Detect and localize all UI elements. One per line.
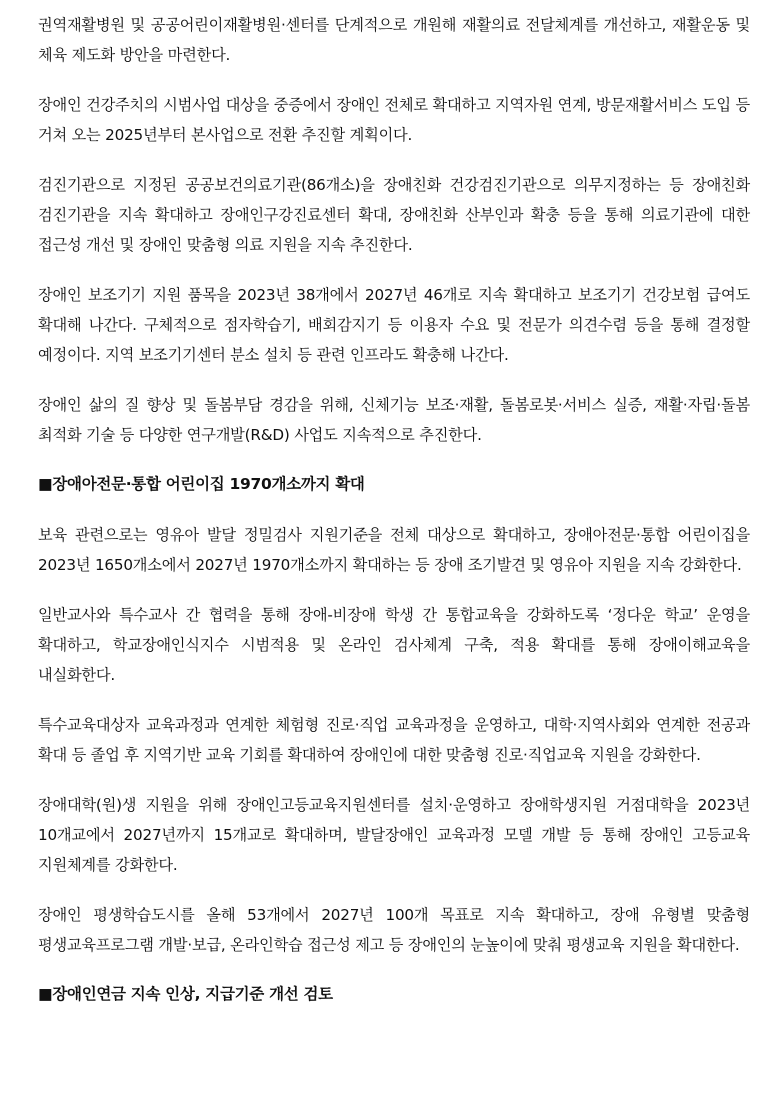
paragraph-rnd: 장애인 삶의 질 향상 및 돌봄부담 경감을 위해, 신체기능 보조·재활, 돌봄로봇·서비스 실증, 재활·자립·돌봄 최적화 기술 등 다양한 연구개발(R&D) 사업도 지속적으로 추진한다. (38, 396, 750, 444)
paragraph-childcare: 보육 관련으로는 영유아 발달 정밀검사 지원기준을 전체 대상으로 확대하고, 장애아전문·통합 어린이집을 2023년 1650개소에서 2027년 1970개소까지 확대하는 등 장애 조기발견 및 영유아 지원을 지속 강화한다. (38, 526, 750, 574)
section-heading-daycare: ■장애아전문·통합 어린이집 1970개소까지 확대 (38, 475, 365, 493)
paragraph-checkup-institutions: 검진기관으로 지정된 공공보건의료기관(86개소)을 장애친화 건강검진기관으로 의무지정하는 등 장애친화 검진기관을 지속 확대하고 장애인구강진료센터 확대, 장애친화 산부인과 확충 등을 통해 의료기관에 대한 접근성 개선 및 장애인 맞춤형 의료 지원을 지속 추진한다. (38, 176, 750, 254)
paragraph-health-doctor: 장애인 건강주치의 시범사업 대상을 중증에서 장애인 전체로 확대하고 지역자원 연계, 방문재활서비스 도입 등 거쳐 오는 2025년부터 본사업으로 전환 추진할 계획이다. (38, 96, 750, 144)
paragraph-assistive-devices: 장애인 보조기기 지원 품목을 2023년 38개에서 2027년 46개로 지속 확대하고 보조기기 건강보험 급여도 확대해 나간다. 구체적으로 점자학습기, 배회감지기 등 이용자 수요 및 전문가 의견수렴 등을 통해 결정할 예정이다. 지역 보조기기센터 분소 설치 등 관련 인프라도 확충해 나간다. (38, 286, 750, 364)
paragraph-rehab-hospitals: 권역재활병원 및 공공어린이재활병원·센터를 단계적으로 개원해 재활의료 전달체계를 개선하고, 재활운동 및 체육 제도화 방안을 마련한다. (38, 16, 750, 64)
paragraph-integrated-education: 일반교사와 특수교사 간 협력을 통해 장애-비장애 학생 간 통합교육을 강화하도록 ‘정다운 학교’ 운영을 확대하고, 학교장애인식지수 시범적용 및 온라인 검사체계 구축, 적용 확대를 통해 장애이해교육을 내실화한다. (38, 606, 750, 684)
paragraph-vocational-education: 특수교육대상자 교육과정과 연계한 체험형 진로·직업 교육과정을 운영하고, 대학·지역사회와 연계한 전공과 확대 등 졸업 후 지역기반 교육 기회를 확대하여 장애인에 대한 맞춤형 진로·직업교육 지원을 강화한다. (38, 716, 750, 764)
paragraph-lifelong-learning: 장애인 평생학습도시를 올해 53개에서 2027년 100개 목표로 지속 확대하고, 장애 유형별 맞춤형 평생교육프로그램 개발·보급, 온라인학습 접근성 제고 등 장애인의 눈높이에 맞춰 평생교육 지원을 확대한다. (38, 906, 750, 954)
section-heading-pension: ■장애인연금 지속 인상, 지급기준 개선 검토 (38, 985, 333, 1003)
document-page (38, 10, 750, 1030)
paragraph-higher-education: 장애대학(원)생 지원을 위해 장애인고등교육지원센터를 설치·운영하고 장애학생지원 거점대학을 2023년 10개교에서 2027년까지 15개교로 확대하며, 발달장애인 교육과정 모델 개발 등 통해 장애인 고등교육 지원체계를 강화한다. (38, 796, 750, 874)
